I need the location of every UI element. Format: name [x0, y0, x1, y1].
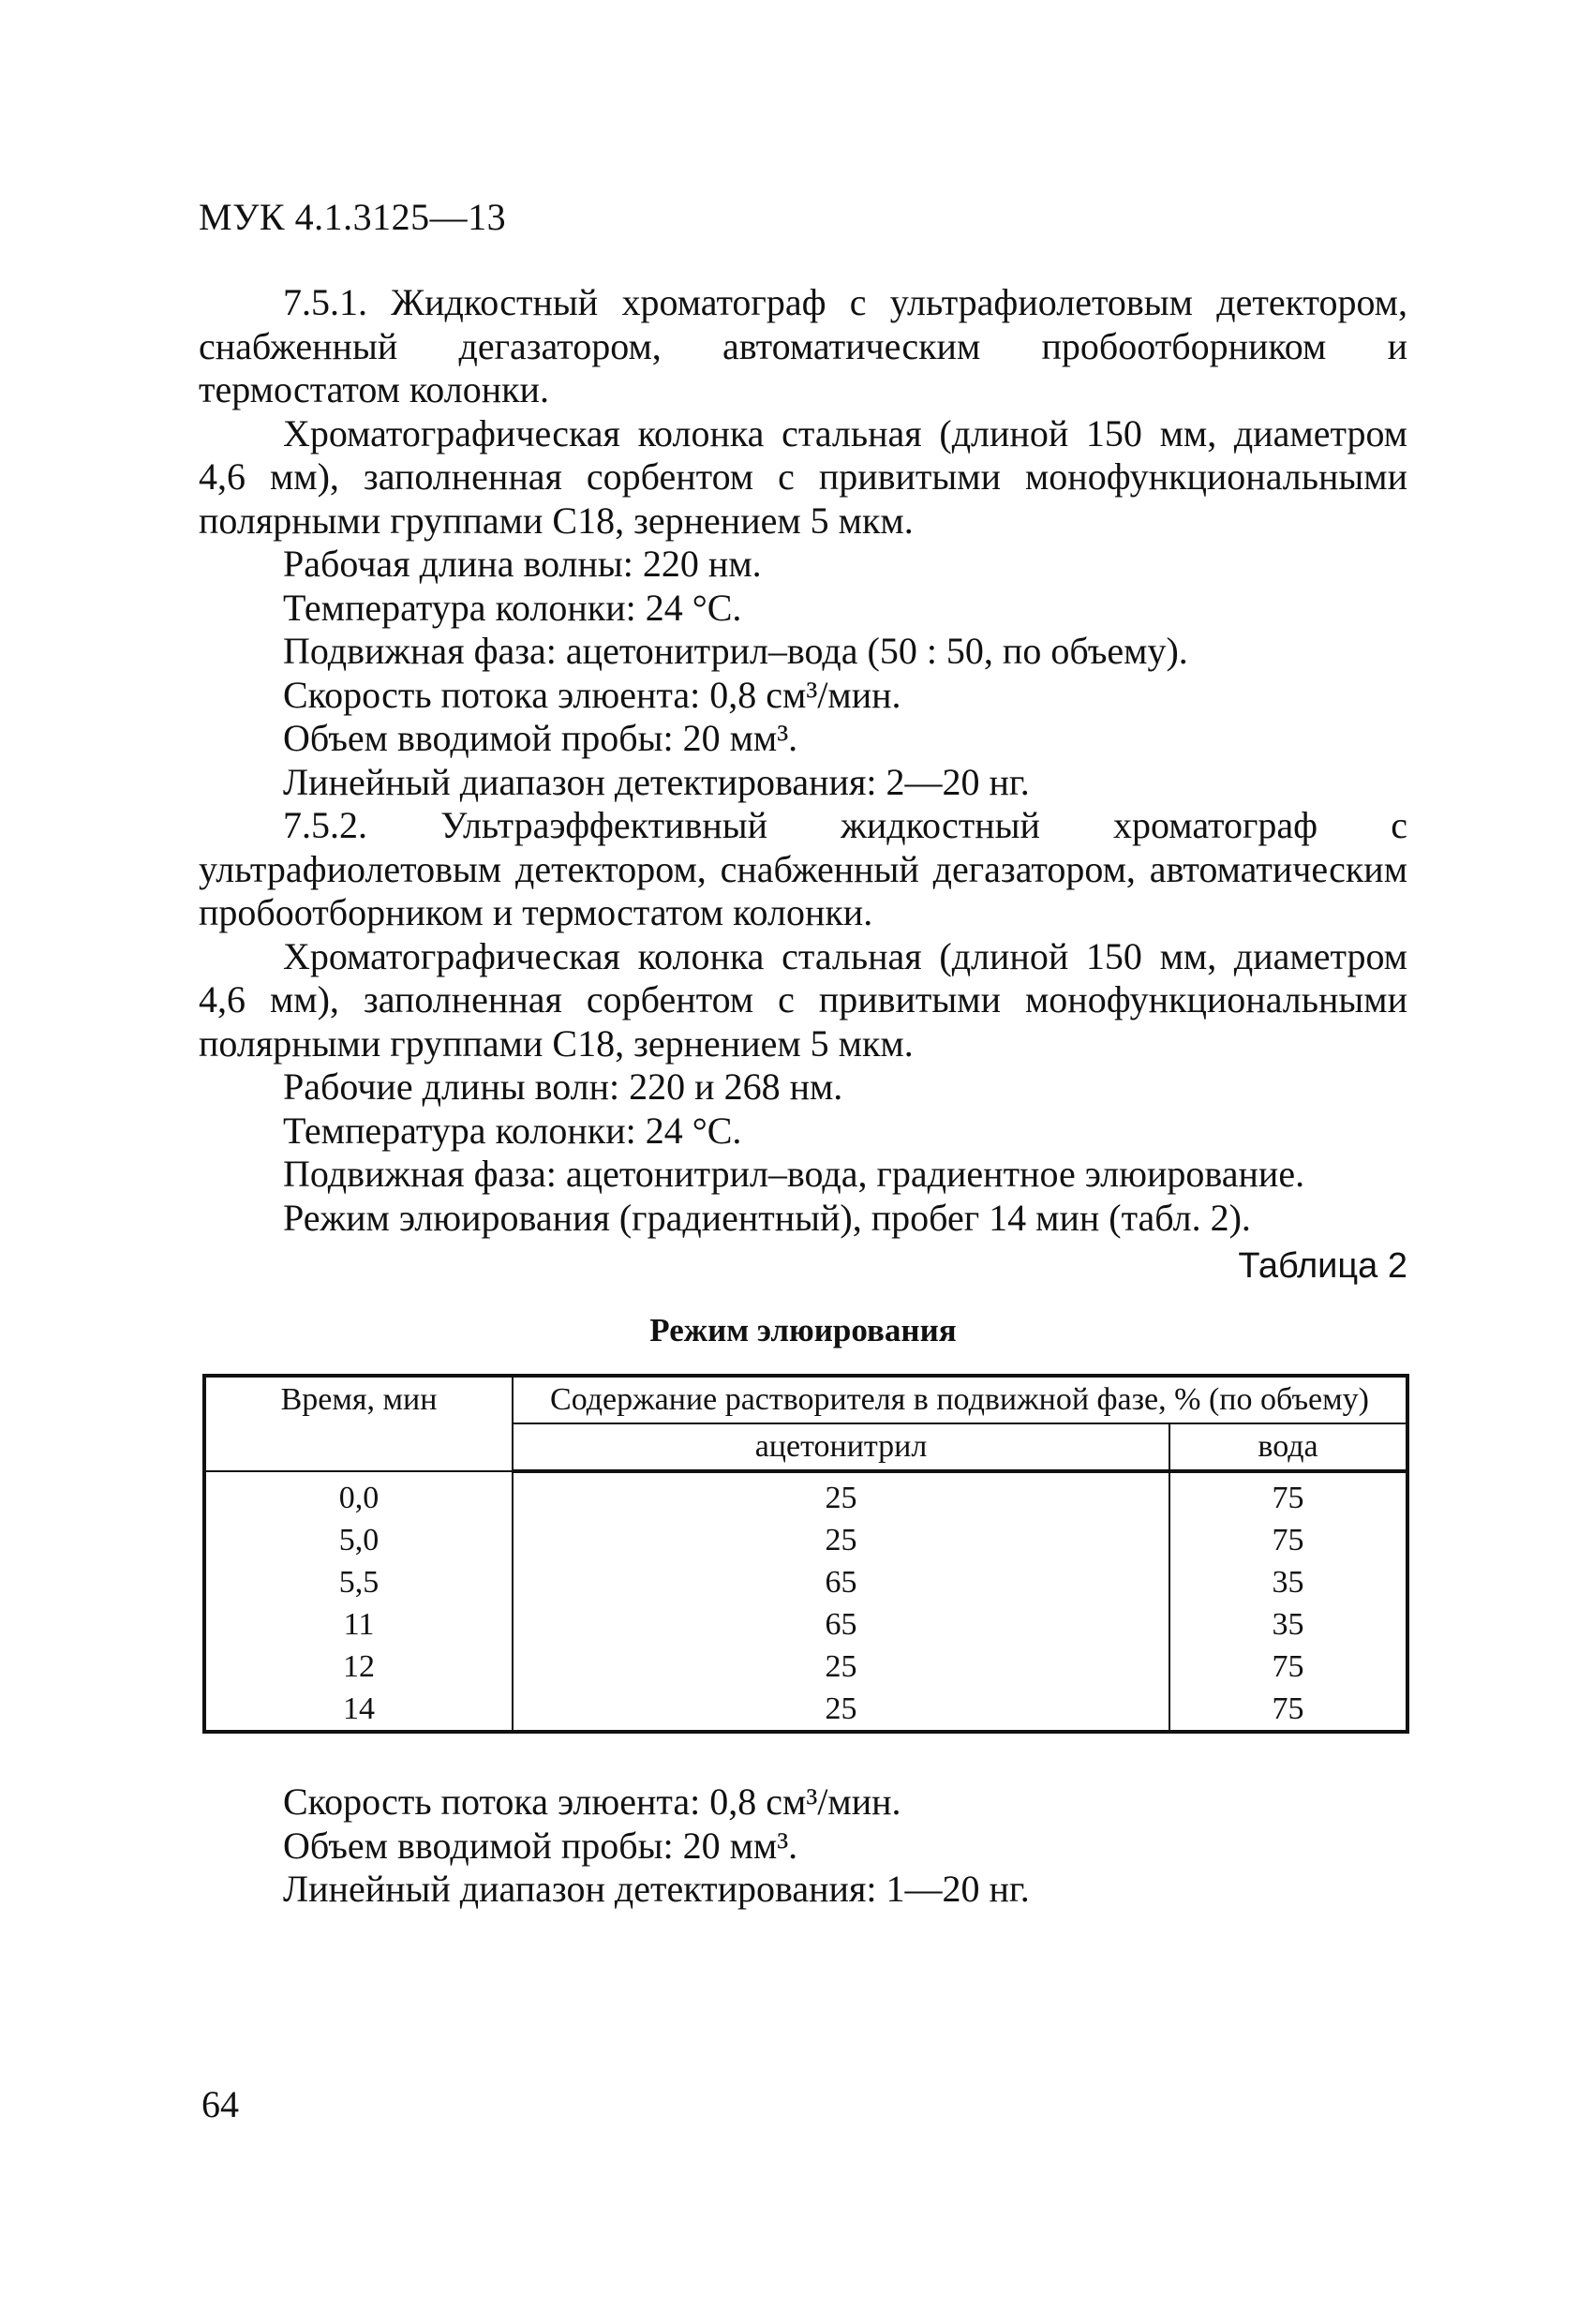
- water-cell: 75: [1169, 1688, 1407, 1732]
- paragraph-column-1: Хроматографическая колонка стальная (длиной 150 мм, диаметром 4,6 мм), заполненная сорбентом с привитыми монофункциональными полярными группами С18, зернением 5 мкм.: [199, 411, 1407, 542]
- table-row: [204, 1471, 1407, 1519]
- water-cell: 35: [1169, 1561, 1407, 1603]
- time-cell: 14: [204, 1688, 513, 1732]
- paragraph-mobile-phase-2: Подвижная фаза: ацетонитрил–вода, градиентное элюирование.: [283, 1153, 1305, 1195]
- table-row: [204, 1561, 1407, 1603]
- table-caption: Таблица 2: [1238, 1246, 1407, 1286]
- acetonitrile-cell: 25: [513, 1471, 1169, 1519]
- water-cell: 75: [1169, 1519, 1407, 1561]
- acetonitrile-cell: 65: [513, 1603, 1169, 1646]
- table-row: [204, 1603, 1407, 1646]
- paragraph-sample-volume-2: Объем вводимой пробы: 20 мм³.: [283, 1824, 798, 1867]
- paragraph-linear-range-1: Линейный диапазон детектирования: 2—20 нг.: [283, 760, 1030, 803]
- after-table-text: [283, 1780, 1407, 1912]
- table-title: Режим элюирования: [649, 1312, 957, 1348]
- solvent-content-header: Содержание растворителя в подвижной фазе, % (по объему): [513, 1376, 1407, 1423]
- paragraph-flow-rate-1: Скорость потока элюента: 0,8 см³/мин.: [283, 673, 901, 716]
- water-cell: 75: [1169, 1646, 1407, 1688]
- paragraph-linear-range-2: Линейный диапазон детектирования: 1—20 нг.: [283, 1868, 1030, 1910]
- page-number: 64: [201, 2083, 239, 2125]
- water-cell: 35: [1169, 1603, 1407, 1646]
- paragraph-7-5-1: 7.5.1. Жидкостный хроматограф с ультрафиолетовым детектором, снабженный дегазатором, автоматическим пробоотборником и термостатом колонки.: [199, 281, 1407, 410]
- time-cell: 11: [204, 1603, 513, 1646]
- acetonitrile-column-header: ацетонитрил: [513, 1423, 1169, 1471]
- paragraph-wavelengths-2: Рабочие длины волн: 220 и 268 нм.: [283, 1065, 843, 1108]
- paragraph-flow-rate-2: Скорость потока элюента: 0,8 см³/мин.: [283, 1780, 901, 1823]
- time-cell: 5,5: [204, 1561, 513, 1603]
- paragraph-temperature-2: Температура колонки: 24 °С.: [283, 1109, 742, 1152]
- body-text: [199, 281, 1407, 1240]
- paragraph-column-2: Хроматографическая колонка стальная (длиной 150 мм, диаметром 4,6 мм), заполненная сорбентом с привитыми монофункциональными полярными группами С18, зернением 5 мкм.: [199, 934, 1407, 1065]
- paragraph-7-5-2: 7.5.2. Ультраэффективный жидкостный хроматограф с ультрафиолетовым детектором, снабженный дегазатором, автоматическим пробоотборником и термостатом колонки.: [199, 804, 1407, 933]
- paragraph-sample-volume-1: Объем вводимой пробы: 20 мм³.: [283, 717, 798, 759]
- table-row: [204, 1519, 1407, 1561]
- water-cell: 75: [1169, 1471, 1407, 1519]
- paragraph-temperature-1: Температура колонки: 24 °С.: [283, 586, 742, 629]
- water-column-header: вода: [1169, 1423, 1407, 1471]
- table-row: [204, 1646, 1407, 1688]
- acetonitrile-cell: 25: [513, 1646, 1169, 1688]
- elution-table: [202, 1374, 1409, 1734]
- document-header: МУК 4.1.3125—13: [199, 196, 507, 238]
- acetonitrile-cell: 25: [513, 1519, 1169, 1561]
- paragraph-wavelength-1: Рабочая длина волны: 220 нм.: [283, 543, 762, 585]
- time-column-header: Время, мин: [204, 1376, 513, 1471]
- time-cell: 5,0: [204, 1519, 513, 1561]
- table-row: [204, 1688, 1407, 1732]
- paragraph-mobile-phase-1: Подвижная фаза: ацетонитрил–вода (50 : 50, по объему).: [283, 630, 1188, 672]
- paragraph-elution-mode: Режим элюирования (градиентный), пробег 14 мин (табл. 2).: [283, 1196, 1251, 1239]
- time-cell: 12: [204, 1646, 513, 1688]
- acetonitrile-cell: 25: [513, 1688, 1169, 1732]
- acetonitrile-cell: 65: [513, 1561, 1169, 1603]
- time-cell: 0,0: [204, 1471, 513, 1519]
